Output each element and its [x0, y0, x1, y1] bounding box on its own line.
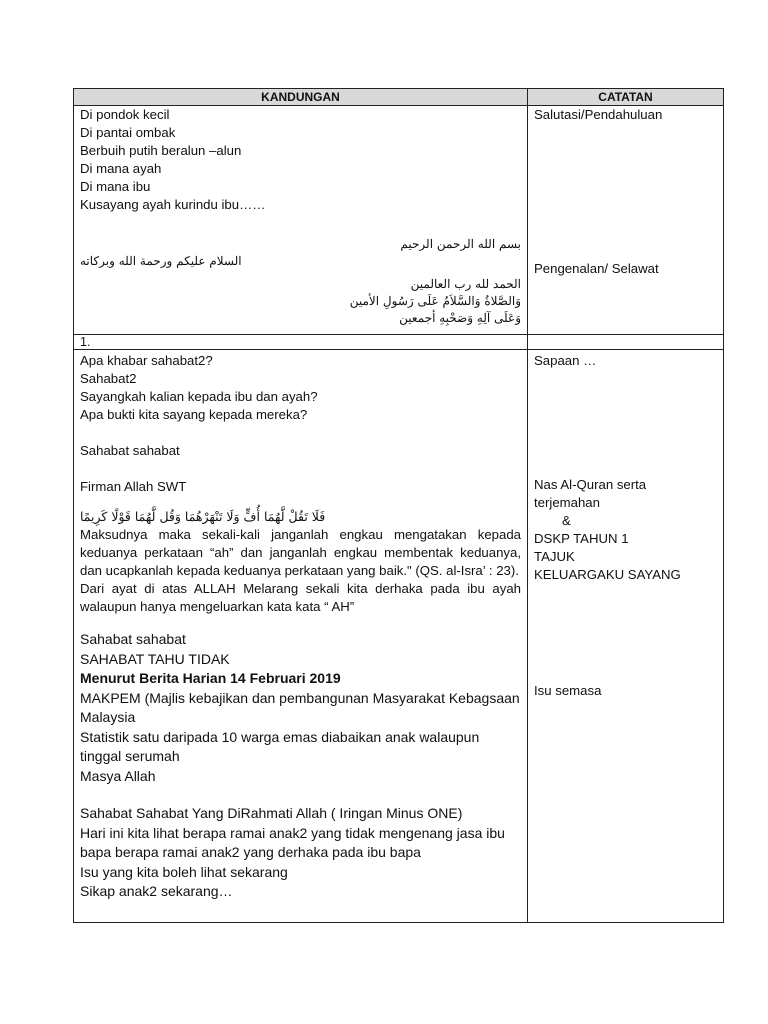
poem-line: Di pantai ombak [80, 125, 176, 140]
note-ampersand: & [562, 513, 571, 528]
note-nas-line-2: terjemahan [534, 495, 600, 510]
lesson-table [73, 88, 724, 923]
header-row [74, 89, 724, 106]
arabic-hamdalah: الحمد لله رب العالمين [410, 277, 521, 291]
note-dskp: DSKP TAHUN 1 [534, 531, 629, 546]
poem-line: Di mana ibu [80, 179, 151, 194]
arabic-selawat-2: وَعَلَى آلِهِ وَصَحْبِهِ أجمعين [399, 311, 521, 325]
greeting-line: Sayangkah kalian kepada ibu dan ayah? [80, 389, 318, 404]
section-number: 1. [80, 335, 91, 349]
content-cell-number [74, 335, 528, 350]
poem-line: Di mana ayah [80, 161, 162, 176]
arabic-selawat-1: وَالصَّلاةُ وَالسَّلاَمُ عَلَى رَسُولِ الأمين [349, 294, 521, 308]
table-row-opening [74, 106, 724, 335]
note-tajuk: TAJUK [534, 549, 575, 564]
closing-line-1: Hari ini kita lihat berapa ramai anak2 yang tidak mengenang jasa ibu bapa berapa ramai anak2 yang derhaka pada ibu bapa [80, 824, 505, 860]
table-row-main [74, 350, 724, 923]
sahabat-line: Sahabat sahabat [80, 443, 180, 458]
makpem-line: MAKPEM (Majlis kebajikan dan pembangunan Masyarakat Kebagsaan Malaysia [80, 689, 520, 725]
sahabat-line-2: Sahabat sahabat [80, 631, 186, 647]
content-cell-main [74, 350, 528, 923]
closing-line-2: Isu yang kita boleh lihat sekarang [80, 863, 288, 880]
arabic-basmalah: بسم الله الرحمن الرحيم [400, 237, 521, 251]
notes-cell-number [528, 335, 724, 350]
arabic-verse: فَلَا تَقُلْ لَّهُمَا أُفٍّ وَلَا تَنْهَرْهُمَا وَقُل لَّهُمَا قَوْلًا كَرِيمًا [80, 509, 326, 524]
arabic-salam: السلام عليكم ورحمة الله وبركاته [80, 254, 242, 268]
content-cell-opening [74, 106, 528, 335]
header-kandungan: KANDUNGAN [74, 89, 528, 106]
poem-block [80, 106, 521, 214]
poem-line: Kusayang ayah kurindu ibu…… [80, 197, 266, 212]
note-pengenalan: Pengenalan/ Selawat [534, 261, 659, 276]
closing-title: Sahabat Sahabat Yang DiRahmati Allah ( Iringan Minus ONE) [80, 805, 463, 821]
note-isu-semasa: Isu semasa [534, 683, 602, 698]
poem-line: Berbuih putih beralun –alun [80, 143, 242, 158]
note-nas-line-1: Nas Al-Quran serta [534, 477, 647, 492]
firman-line: Firman Allah SWT [80, 479, 187, 494]
notes-cell-main [528, 350, 724, 923]
verse-translation: Maksudnya maka sekali-kali janganlah engkau mengatakan kepada keduanya perkataan “ah” dan janganlah engkau membentak keduanya, dan ucapkanlah kepada keduanya perkataan yang baik." (QS. al-Isra’ : 23). [80, 527, 521, 578]
greeting-line: Apa khabar sahabat2? [80, 353, 213, 368]
masya-allah-line: Masya Allah [80, 767, 156, 784]
note-salutasi: Salutasi/Pendahuluan [534, 107, 663, 122]
statistik-line: Statistik satu daripada 10 warga emas diabaikan anak walaupun tinggal serumah [80, 728, 480, 764]
poem-line: Di pondok kecil [80, 107, 170, 122]
greeting-line: Sahabat2 [80, 371, 137, 386]
verse-reflection: Dari ayat di atas ALLAH Melarang sekali kita derhaka pada ibu ayah walaupun hanya mengeluarkan kata kata “ AH” [80, 581, 521, 614]
note-sapaan: Sapaan … [534, 353, 597, 368]
note-keluarga: KELUARGAKU SAYANG [534, 567, 681, 582]
table-row-number [74, 335, 724, 350]
berita-harian-line: Menurut Berita Harian 14 Februari 2019 [80, 670, 341, 686]
notes-cell-opening [528, 106, 724, 335]
greeting-line: Apa bukti kita sayang kepada mereka? [80, 407, 308, 422]
header-catatan: CATATAN [528, 89, 724, 106]
tahu-tidak-line: SAHABAT TAHU TIDAK [80, 650, 230, 667]
closing-line-3: Sikap anak2 sekarang… [80, 883, 233, 899]
